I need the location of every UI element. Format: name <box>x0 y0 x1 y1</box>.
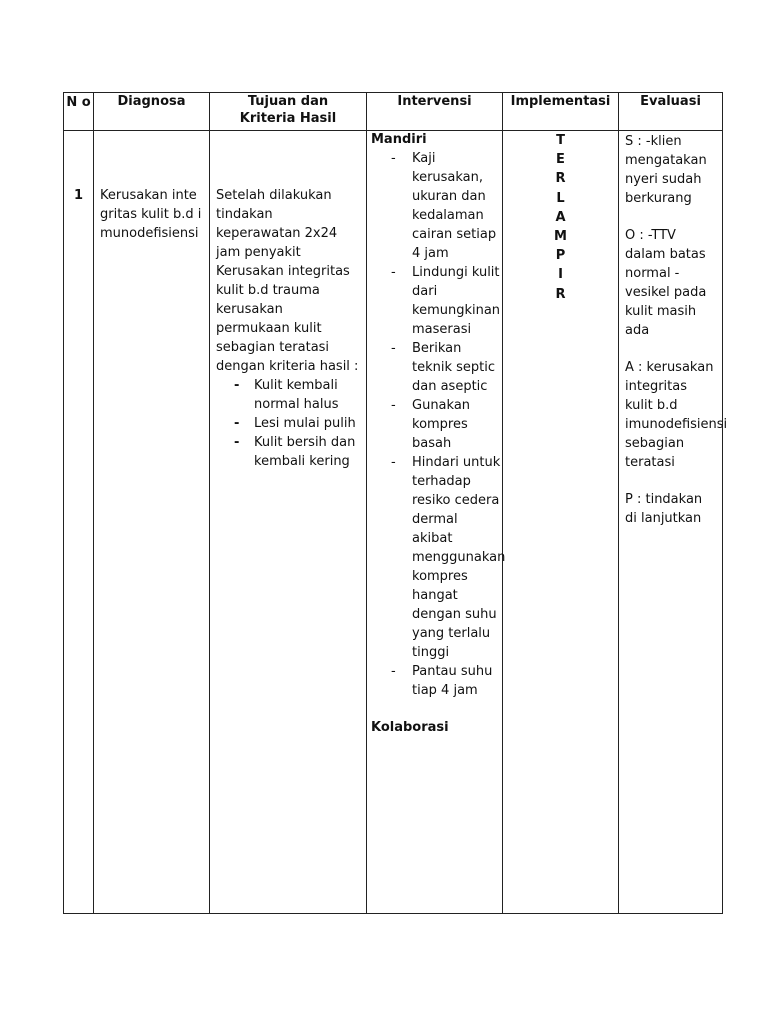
implementasi-text <box>503 131 618 304</box>
implementasi-letter: P <box>555 248 566 264</box>
mandiri-list <box>367 149 506 700</box>
header-tujuan: Tujuan dan Kriteria Hasil <box>210 93 367 131</box>
evaluasi-p: P : tindakan di lanjutkan <box>625 492 703 526</box>
evaluasi-a: A : kerusakan integritas kulit b.d imunodefisiensi sebagian teratasi <box>625 360 728 470</box>
mandiri-item: - Lindungi kulit dari kemungkinan maserasi <box>389 263 502 339</box>
header-no: N o <box>64 93 94 131</box>
header-intervensi: Intervensi <box>367 93 503 131</box>
header-implementasi: Implementasi <box>503 93 619 131</box>
kriteria-item: - Lesi mulai pulih <box>232 414 366 433</box>
implementasi-letter: E <box>556 152 565 168</box>
kriteria-list <box>210 376 366 471</box>
header-evaluasi: Evaluasi <box>619 93 723 131</box>
implementasi-letter: A <box>555 209 566 225</box>
header-diagnosa: Diagnosa <box>94 93 210 131</box>
kriteria-item: - Kulit kembali normal halus <box>232 376 366 414</box>
mandiri-item: - Pantau suhu tiap 4 jam <box>389 662 502 700</box>
kriteria-item: - Kulit bersih dan kembali kering <box>232 433 366 471</box>
mandiri-item: - Berikan teknik septic dan aseptic <box>389 339 502 396</box>
mandiri-item: - Hindari untuk terhadap resiko cedera dermal akibat menggunakan kompres hangat dengan suhu yang terlalu tinggi <box>389 453 502 662</box>
mandiri-item: - Gunakan kompres basah <box>389 396 502 453</box>
implementasi-letter: R <box>555 171 566 187</box>
kolaborasi-label: Kolaborasi <box>371 720 449 735</box>
implementasi-letter: R <box>555 286 566 302</box>
implementasi-letter: I <box>558 267 563 283</box>
row-number: 1 <box>74 188 84 203</box>
implementasi-letter: L <box>556 190 565 206</box>
diagnosa-text: Kerusakan integritas kulit b.d imunodefisiensi <box>100 188 202 241</box>
implementasi-cell <box>503 131 619 914</box>
care-plan-table <box>63 92 728 914</box>
intervensi-cell <box>367 131 506 914</box>
implementasi-letter: T <box>556 133 565 148</box>
table-row <box>64 131 723 914</box>
diagnosa-cell <box>94 131 210 914</box>
tujuan-text: Setelah dilakukan tindakan keperawatan 2x24 jam penyakit Kerusakan integritas kulit b.d trauma kerusakan permukaan kulit sebagian teratasi dengan kriteria hasil : <box>216 188 359 374</box>
header-row <box>64 93 723 131</box>
evaluasi-s: S : -klien mengatakan nyeri sudah berkurang <box>625 134 707 206</box>
mandiri-label: Mandiri <box>371 132 427 147</box>
mandiri-item: - Kaji kerusakan, ukuran dan kedalaman cairan setiap 4 jam <box>389 149 502 263</box>
row-no-cell <box>64 131 94 914</box>
evaluasi-text <box>619 131 728 528</box>
tujuan-cell <box>210 131 367 914</box>
evaluasi-cell <box>619 131 728 914</box>
evaluasi-o: O : -TTV dalam batas normal -vesikel pada kulit masih ada <box>625 228 707 338</box>
implementasi-letter: M <box>554 229 567 245</box>
